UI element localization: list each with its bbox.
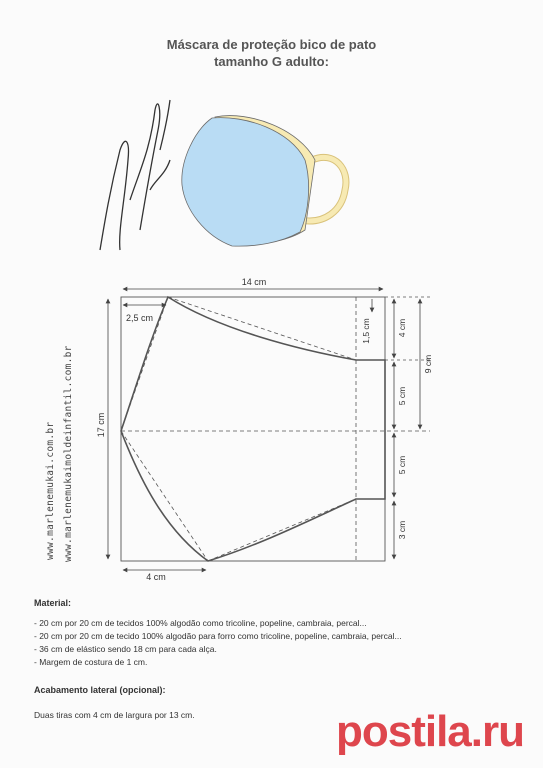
finish-heading: Acabamento lateral (opcional): — [34, 685, 166, 695]
website-text-1: www.marlenemukai.com.br — [45, 421, 56, 560]
label-bottom-offset: 4 cm — [146, 572, 166, 582]
label-right-small: 1,5 cm — [361, 318, 371, 344]
material-item: - 20 cm por 20 cm de tecidos 100% algodão como tricoline, popeline, cambraia, percal... — [34, 618, 367, 628]
material-item: - 36 cm de elástico sendo 18 cm para cada alça. — [34, 644, 217, 654]
label-right-4: 4 cm — [397, 318, 407, 338]
label-right-3: 3 cm — [397, 520, 407, 540]
label-top-width: 14 cm — [241, 277, 267, 287]
material-item: - Margem de costura de 1 cm. — [34, 657, 148, 667]
website-text-2: www.marlenemukaimoldeinfantil.com.br — [63, 345, 74, 562]
material-heading: Material: — [34, 598, 72, 608]
page-subtitle: tamanho G adulto: — [214, 54, 329, 69]
label-right-total: 9 cm — [423, 354, 433, 374]
svg-text:postila.ru: postila.ru — [335, 707, 525, 756]
label-right-5b: 5 cm — [397, 455, 407, 475]
page-title: Máscara de proteção bico de pato — [166, 37, 377, 52]
label-right-5a: 5 cm — [397, 386, 407, 406]
material-item: - 20 cm por 20 cm de tecido 100% algodão para forro como tricoline, popeline, cambraia, percal... — [34, 631, 402, 641]
pattern-outline — [121, 297, 385, 561]
pattern-cut-line — [121, 297, 385, 561]
label-left-height: 17 cm — [96, 412, 106, 438]
watermark-logo — [332, 702, 528, 758]
label-top-offset: 2,5 cm — [126, 313, 154, 323]
finish-text: Duas tiras com 4 cm de largura por 13 cm. — [34, 710, 195, 720]
